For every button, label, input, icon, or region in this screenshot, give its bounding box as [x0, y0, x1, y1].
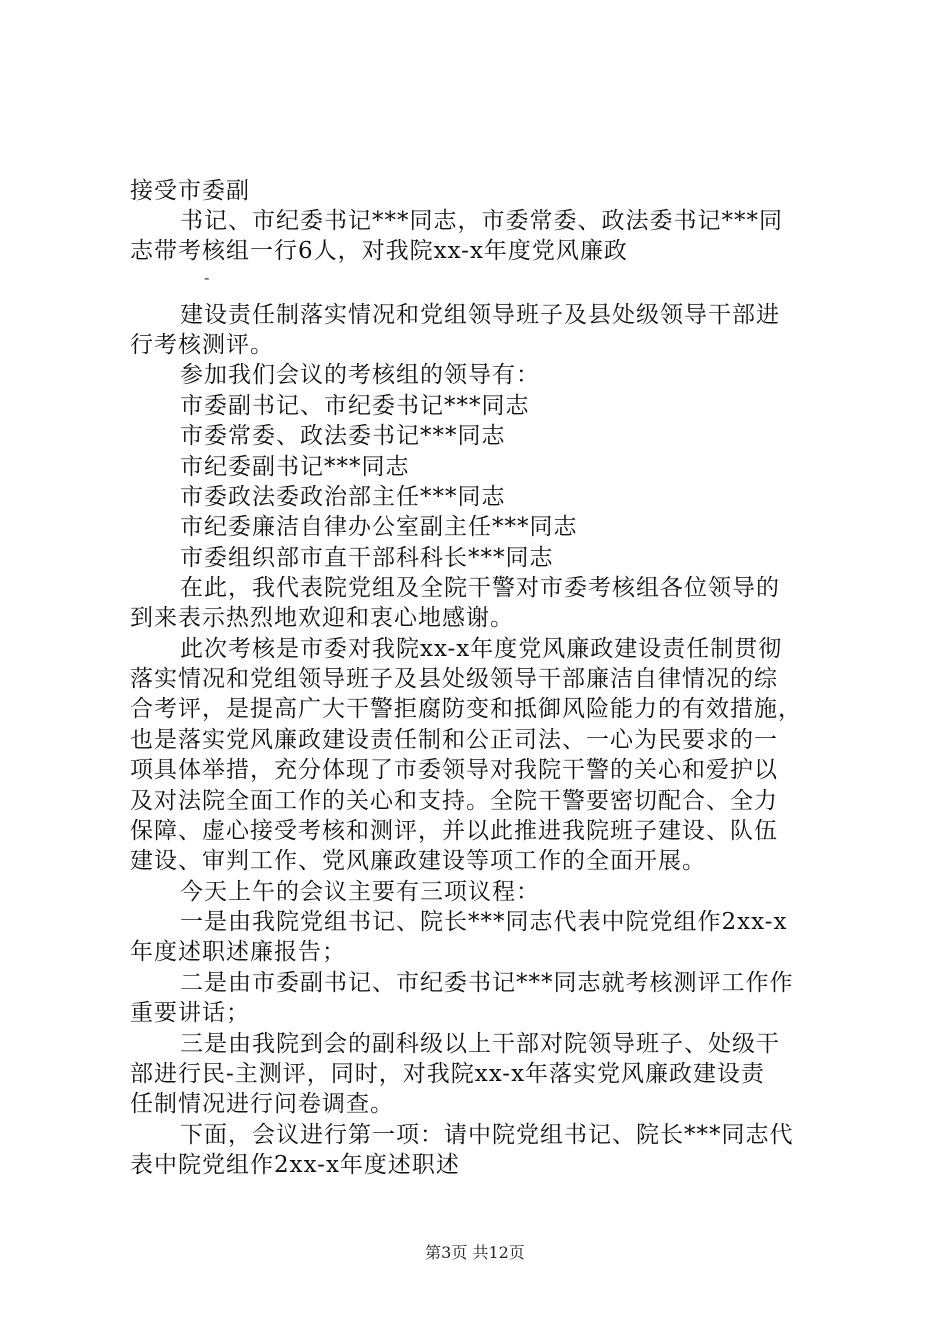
text-line: 落实情况和党组领导班子及县处级领导干部廉洁自律情况的综 — [130, 666, 778, 692]
text-line: 在此，我代表院党组及全院干警对市委考核组各位领导的 — [180, 575, 780, 601]
text-line: 三是由我院到会的副科级以上干部对院领导班子、处级干 — [180, 1031, 780, 1057]
text-line: 到来表示热烈地欢迎和衷心地感谢。 — [130, 605, 514, 631]
text-line: 市委组织部市直干部科科长***同志 — [180, 545, 554, 571]
text-line: 参加我们会议的考核组的领导有： — [180, 362, 540, 388]
text-line: 保障、虚心接受考核和测评，并以此推进我院班子建设、队伍 — [130, 818, 778, 844]
text-line: 一是由我院党组书记、院长***同志代表中院党组作2xx-x — [180, 909, 788, 935]
text-line: 年度述职述廉报告； — [130, 939, 346, 965]
text-line: 市纪委廉洁自律办公室副主任***同志 — [180, 514, 578, 540]
text-line: 建设责任制落实情况和党组领导班子及县处级领导干部进 — [180, 302, 780, 328]
text-line: 建设、审判工作、党风廉政建设等项工作的全面开展。 — [130, 848, 706, 874]
text-line: 今天上午的会议主要有三项议程： — [180, 879, 540, 905]
text-line: 市委政法委政治部主任***同志 — [180, 484, 506, 510]
page-footer: 第3页 共12页 — [425, 1243, 525, 1262]
text-line: 此次考核是市委对我院xx-x年度党风廉政建设责任制贯彻 — [180, 636, 783, 662]
text-line: 项具体举措，充分体现了市委领导对我院干警的关心和爱护以 — [130, 757, 778, 783]
text-line: 表中院党组作2xx-x年度述职述 — [130, 1152, 460, 1178]
text-line: 下面，会议进行第一项：请中院党组书记、院长***同志代 — [180, 1122, 794, 1148]
text-line: 书记、市纪委书记***同志，市委常委、政法委书记***同 — [180, 208, 783, 234]
text-line: 市委常委、政法委书记***同志 — [180, 423, 506, 449]
text-line: 合考评，是提高广大干警拒腐防变和抵御风险能力的有效措施， — [130, 696, 802, 722]
text-line: 市纪委副书记***同志 — [180, 454, 410, 480]
text-line: 部进行民-主测评，同时，对我院xx-x年落实党风廉政建设责 — [130, 1061, 766, 1087]
text-line: 行考核测评。 — [130, 332, 274, 358]
text-line: 及对法院全面工作的关心和支持。全院干警要密切配合、全力 — [130, 788, 778, 814]
text-line: 也是落实党风廉政建设责任制和公正司法、一心为民要求的一 — [130, 727, 778, 753]
text-line: 市委副书记、市纪委书记***同志 — [180, 393, 530, 419]
text-line: 志带考核组一行6人，对我院xx-x年度党风廉政 — [130, 238, 628, 264]
text-line: 任制情况进行问卷调查。 — [130, 1091, 394, 1117]
dash-mark: - — [204, 268, 210, 287]
text-line: 重要讲话； — [130, 1000, 250, 1026]
text-line: 接受市委副 — [130, 178, 250, 204]
text-line: 二是由市委副书记、市纪委书记***同志就考核测评工作作 — [180, 970, 794, 996]
